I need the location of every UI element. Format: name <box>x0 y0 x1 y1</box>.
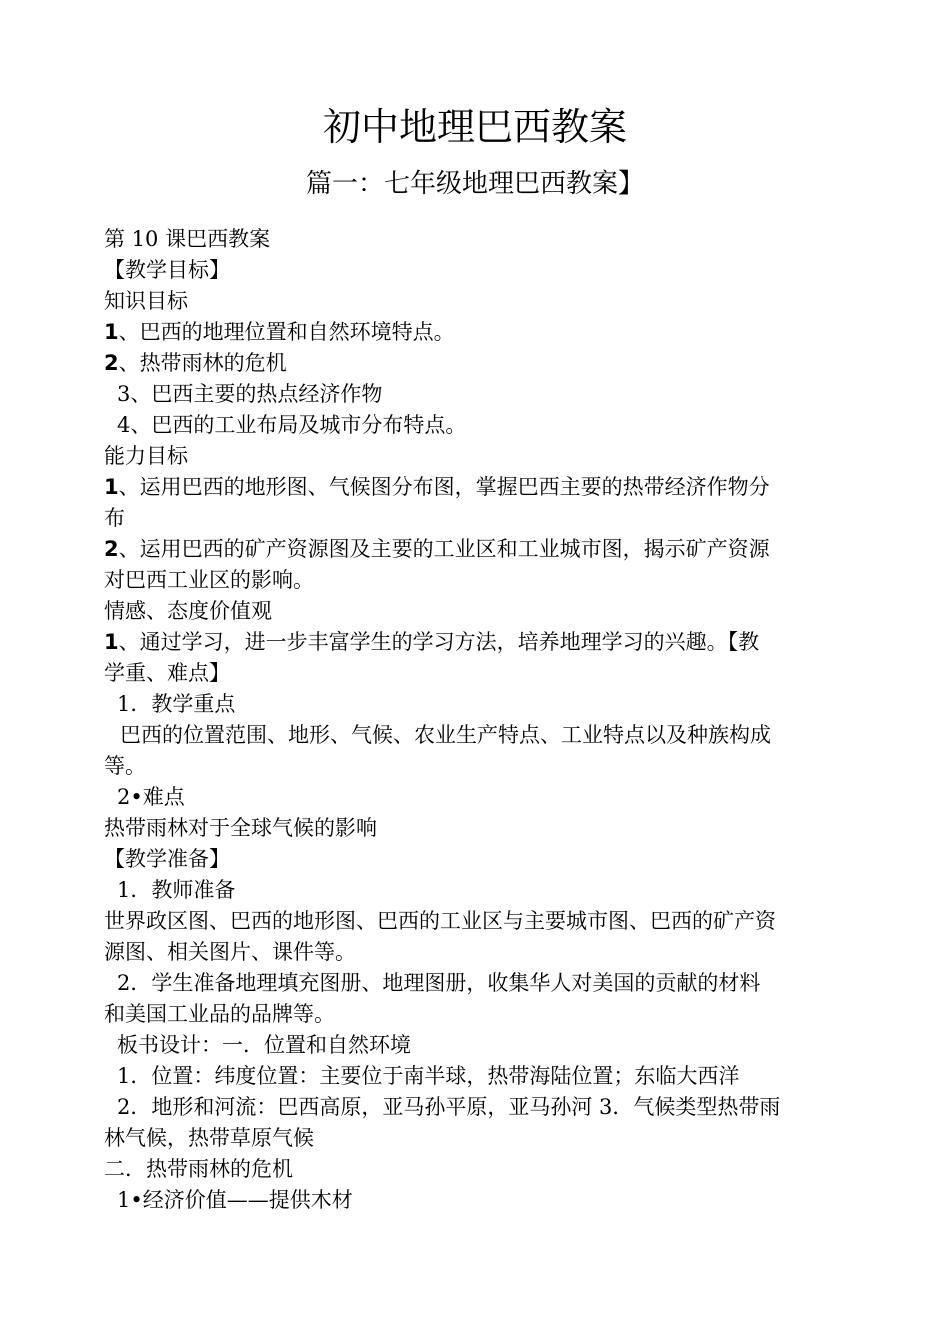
body-line: 知识目标 <box>104 289 188 313</box>
body-line: 布 <box>104 506 125 530</box>
body-line: 源图、相关图片、课件等。 <box>104 940 356 964</box>
body-line: 1•经济价值——提供木材 <box>117 1188 353 1212</box>
body-line <box>104 317 854 348</box>
list-text: 、通过学习，进一步丰富学生的学习方法，培养地理学习的兴趣。【教 <box>118 630 760 654</box>
body-line: 3、巴西主要的热点经济作物 <box>117 382 383 406</box>
body-line: 2•难点 <box>117 785 185 809</box>
body-line: 二．热带雨林的危机 <box>104 1157 293 1181</box>
body-line: 2．学生准备地理填充图册、地理图册，收集华人对美国的贡献的材料 <box>117 971 761 995</box>
body-line: 板书设计：一．位置和自然环境 <box>117 1033 411 1057</box>
list-text: 、热带雨林的危机 <box>118 351 287 375</box>
document-body <box>104 224 854 1216</box>
body-line: 【教学准备】 <box>104 847 230 871</box>
list-text: 、巴西的地理位置和自然环境特点。 <box>118 320 455 344</box>
body-line: 巴西的位置范围、地形、气候、农业生产特点、工业特点以及种族构成 <box>120 723 771 747</box>
list-number: 1 <box>104 630 119 654</box>
body-line: 世界政区图、巴西的地形图、巴西的工业区与主要城市图、巴西的矿产资 <box>104 909 776 933</box>
body-line <box>104 534 854 565</box>
list-text: 、运用巴西的地形图、气候图分布图，掌握巴西主要的热带经济作物分 <box>118 475 770 499</box>
list-text: 、运用巴西的矿产资源图及主要的工业区和工业城市图，揭示矿产资源 <box>118 537 770 561</box>
body-line: 2．地形和河流：巴西高原，亚马孙平原，亚马孙河 3．气候类型热带雨 <box>117 1095 781 1119</box>
body-line: 能力目标 <box>104 444 188 468</box>
body-line: 第 10 课巴西教案 <box>104 227 271 251</box>
body-line <box>104 472 854 503</box>
list-number: 1 <box>104 320 119 344</box>
body-line <box>104 627 854 658</box>
document-subtitle: 篇一：七年级地理巴西教案】 <box>305 169 644 199</box>
body-line: 学重、难点】 <box>104 661 230 685</box>
list-number: 2 <box>104 537 119 561</box>
body-line: 情感、态度价值观 <box>104 599 272 623</box>
body-line: 4、巴西的工业布局及城市分布特点。 <box>117 413 467 437</box>
document-title: 初中地理巴西教案 <box>322 105 627 149</box>
body-line: 对巴西工业区的影响。 <box>104 568 314 592</box>
body-line: 【教学目标】 <box>104 258 230 282</box>
body-line: 热带雨林对于全球气候的影响 <box>104 816 377 840</box>
body-line <box>104 348 854 379</box>
body-line: 林气候，热带草原气候 <box>104 1126 314 1150</box>
body-line: 和美国工业品的品牌等。 <box>104 1002 335 1026</box>
body-line: 等。 <box>104 754 146 778</box>
body-line: 1．教学重点 <box>117 692 236 716</box>
list-number: 1 <box>104 475 119 499</box>
body-line: 1．位置：纬度位置：主要位于南半球，热带海陆位置；东临大西洋 <box>117 1064 740 1088</box>
body-line: 1．教师准备 <box>117 878 236 902</box>
list-number: 2 <box>104 351 119 375</box>
